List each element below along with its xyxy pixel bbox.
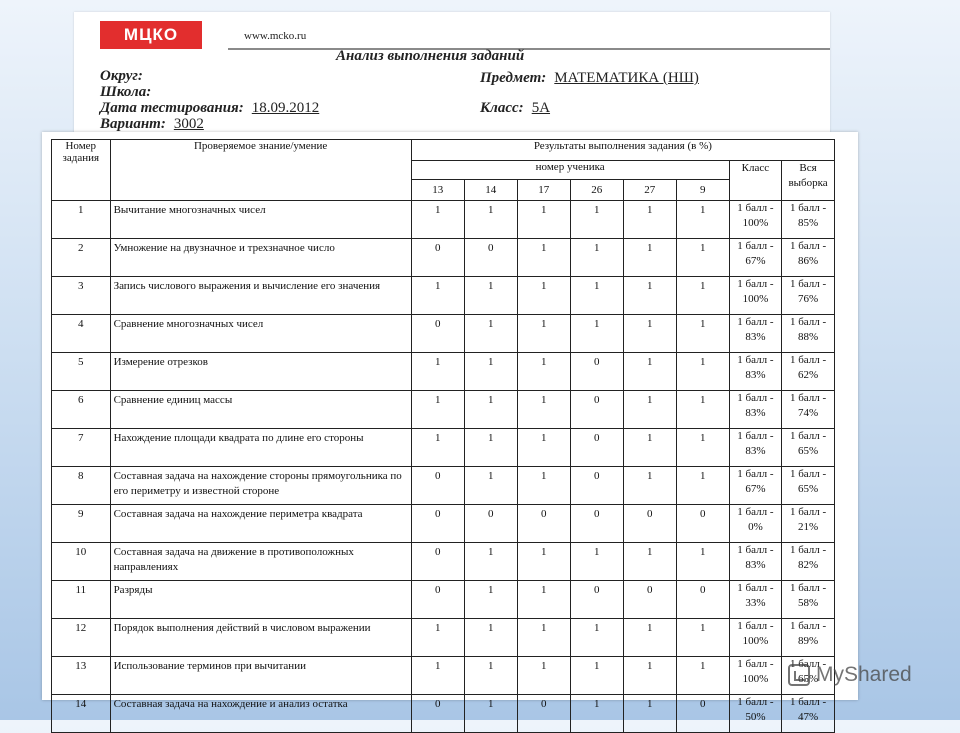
table-row (52, 315, 835, 353)
table-row (52, 467, 835, 505)
score-cell: 1 (676, 239, 729, 277)
score-cell: 1 (570, 239, 623, 277)
table-row (52, 543, 835, 581)
score-cell: 1 (570, 201, 623, 239)
task-number-cell: 12 (52, 619, 111, 657)
score-cell: 1 (464, 429, 517, 467)
header-task-number: Номер задания (52, 140, 111, 201)
document-header-sheet (74, 12, 830, 136)
score-cell: 1 (623, 353, 676, 391)
score-cell: 0 (411, 505, 464, 543)
score-cell: 1 (676, 429, 729, 467)
score-cell: 1 (623, 429, 676, 467)
score-cell: 1 (464, 581, 517, 619)
sample-percent-cell: 1 балл - 89% (782, 619, 835, 657)
score-cell: 1 (464, 619, 517, 657)
score-cell: 0 (570, 467, 623, 505)
sample-percent-cell: 1 балл - 47% (782, 695, 835, 733)
class-percent-cell: 1 балл - 67% (729, 467, 781, 505)
score-cell: 1 (517, 543, 570, 581)
table-row (52, 429, 835, 467)
sample-percent-cell: 1 балл - 74% (782, 391, 835, 429)
table-row (52, 505, 835, 543)
score-cell: 0 (517, 695, 570, 733)
skill-cell: Сравнение многозначных чисел (110, 315, 411, 353)
score-cell: 1 (623, 467, 676, 505)
score-cell: 0 (570, 505, 623, 543)
score-cell: 1 (411, 353, 464, 391)
date-value: 18.09.2012 (251, 100, 320, 116)
student-id-header: 9 (676, 180, 729, 201)
table-row (52, 353, 835, 391)
class-percent-cell: 1 балл - 100% (729, 619, 781, 657)
score-cell: 1 (411, 277, 464, 315)
meta-district (100, 68, 151, 85)
results-table (51, 139, 835, 733)
class-percent-cell: 1 балл - 83% (729, 543, 781, 581)
task-number-cell: 6 (52, 391, 111, 429)
score-cell: 1 (517, 201, 570, 239)
score-cell: 1 (464, 315, 517, 353)
sample-percent-cell: 1 балл - 58% (782, 581, 835, 619)
student-id-header: 13 (411, 180, 464, 201)
table-row (52, 619, 835, 657)
score-cell: 1 (623, 277, 676, 315)
skill-cell: Использование терминов при вычитании (110, 657, 411, 695)
score-cell: 1 (517, 391, 570, 429)
task-number-cell: 9 (52, 505, 111, 543)
sample-percent-cell: 1 балл - 88% (782, 315, 835, 353)
sample-percent-cell: 1 балл - 82% (782, 543, 835, 581)
score-cell: 1 (676, 657, 729, 695)
score-cell: 1 (517, 277, 570, 315)
score-cell: 1 (570, 619, 623, 657)
meta-date (100, 100, 319, 117)
header-results: Результаты выполнения задания (в %) (411, 140, 834, 161)
school-label: Школа: (100, 84, 152, 100)
score-cell: 1 (411, 201, 464, 239)
class-percent-cell: 1 балл - 83% (729, 429, 781, 467)
score-cell: 1 (623, 657, 676, 695)
skill-cell: Умножение на двузначное и трехзначное число (110, 239, 411, 277)
score-cell: 1 (623, 619, 676, 657)
class-percent-cell: 1 балл - 0% (729, 505, 781, 543)
score-cell: 0 (411, 695, 464, 733)
score-cell: 1 (623, 239, 676, 277)
class-percent-cell: 1 балл - 100% (729, 277, 781, 315)
score-cell: 1 (411, 429, 464, 467)
class-percent-cell: 1 балл - 50% (729, 695, 781, 733)
meta-class (480, 100, 550, 117)
date-label: Дата тестирования: (100, 100, 244, 116)
results-table-body (52, 201, 835, 733)
score-cell: 0 (570, 429, 623, 467)
score-cell: 0 (411, 543, 464, 581)
score-cell: 0 (517, 505, 570, 543)
table-row (52, 239, 835, 277)
class-percent-cell: 1 балл - 83% (729, 315, 781, 353)
score-cell: 0 (570, 581, 623, 619)
score-cell: 1 (676, 201, 729, 239)
score-cell: 1 (623, 315, 676, 353)
sample-percent-cell: 1 балл - 65% (782, 657, 835, 695)
score-cell: 1 (411, 657, 464, 695)
score-cell: 1 (517, 353, 570, 391)
skill-cell: Составная задача на нахождение стороны прямоугольника по его периметру и известной стороне (110, 467, 411, 505)
student-id-header: 17 (517, 180, 570, 201)
score-cell: 1 (676, 543, 729, 581)
class-label: Класс: (480, 100, 524, 116)
student-id-header: 27 (623, 180, 676, 201)
score-cell: 1 (464, 353, 517, 391)
class-value: 5А (531, 100, 551, 116)
task-number-cell: 3 (52, 277, 111, 315)
score-cell: 0 (570, 391, 623, 429)
task-number-cell: 10 (52, 543, 111, 581)
score-cell: 1 (623, 543, 676, 581)
score-cell: 1 (464, 391, 517, 429)
score-cell: 1 (676, 467, 729, 505)
score-cell: 1 (411, 619, 464, 657)
skill-cell: Измерение отрезков (110, 353, 411, 391)
skill-cell: Сравнение единиц массы (110, 391, 411, 429)
meta-school (100, 84, 159, 101)
class-percent-cell: 1 балл - 100% (729, 201, 781, 239)
score-cell: 1 (570, 315, 623, 353)
meta-variant (100, 116, 204, 133)
sample-percent-cell: 1 балл - 62% (782, 353, 835, 391)
sample-percent-cell: 1 балл - 86% (782, 239, 835, 277)
watermark-text: MyShared (816, 663, 912, 686)
myshared-logo-icon (788, 664, 810, 686)
skill-cell: Порядок выполнения действий в числовом выражении (110, 619, 411, 657)
task-number-cell: 13 (52, 657, 111, 695)
task-number-cell: 2 (52, 239, 111, 277)
meta-subject (480, 70, 699, 87)
score-cell: 0 (676, 695, 729, 733)
score-cell: 1 (464, 201, 517, 239)
skill-cell: Разряды (110, 581, 411, 619)
score-cell: 1 (676, 353, 729, 391)
score-cell: 1 (517, 619, 570, 657)
sample-percent-cell: 1 балл - 65% (782, 429, 835, 467)
score-cell: 1 (517, 429, 570, 467)
score-cell: 1 (676, 619, 729, 657)
district-label: Округ: (100, 68, 143, 84)
skill-cell: Запись числового выражения и вычисление его значения (110, 277, 411, 315)
score-cell: 1 (411, 391, 464, 429)
score-cell: 1 (623, 695, 676, 733)
score-cell: 0 (464, 239, 517, 277)
sample-percent-cell: 1 балл - 85% (782, 201, 835, 239)
score-cell: 0 (411, 581, 464, 619)
score-cell: 1 (464, 695, 517, 733)
sample-percent-cell: 1 балл - 65% (782, 467, 835, 505)
task-number-cell: 8 (52, 467, 111, 505)
score-cell: 0 (623, 505, 676, 543)
class-percent-cell: 1 балл - 83% (729, 391, 781, 429)
myshared-watermark (788, 660, 912, 690)
score-cell: 1 (517, 315, 570, 353)
score-cell: 1 (464, 543, 517, 581)
score-cell: 1 (517, 657, 570, 695)
class-percent-cell: 1 балл - 33% (729, 581, 781, 619)
skill-cell: Нахождение площади квадрата по длине его стороны (110, 429, 411, 467)
header-class: Класс (729, 161, 781, 201)
variant-label: Вариант: (100, 116, 166, 132)
score-cell: 1 (517, 467, 570, 505)
student-id-header: 14 (464, 180, 517, 201)
table-row (52, 277, 835, 315)
task-number-cell: 5 (52, 353, 111, 391)
skill-cell: Составная задача на нахождение и анализ остатка (110, 695, 411, 733)
score-cell: 0 (623, 581, 676, 619)
class-percent-cell: 1 балл - 83% (729, 353, 781, 391)
results-table-panel (42, 132, 858, 723)
class-percent-cell: 1 балл - 100% (729, 657, 781, 695)
score-cell: 1 (464, 657, 517, 695)
site-url: www.mcko.ru (244, 30, 307, 42)
score-cell: 0 (676, 581, 729, 619)
score-cell: 0 (411, 315, 464, 353)
score-cell: 1 (570, 657, 623, 695)
score-cell: 1 (570, 543, 623, 581)
skill-cell: Составная задача на нахождение периметра квадрата (110, 505, 411, 543)
sample-percent-cell: 1 балл - 21% (782, 505, 835, 543)
table-row (52, 201, 835, 239)
document-title: Анализ выполнения заданий (336, 48, 525, 64)
score-cell: 1 (676, 315, 729, 353)
task-number-cell: 1 (52, 201, 111, 239)
task-number-cell: 11 (52, 581, 111, 619)
score-cell: 0 (570, 353, 623, 391)
subject-value: МАТЕМАТИКА (НШ) (554, 70, 699, 86)
mcko-logo: МЦКО (100, 21, 202, 49)
task-number-cell: 4 (52, 315, 111, 353)
score-cell: 0 (411, 239, 464, 277)
skill-cell: Вычитание многозначных чисел (110, 201, 411, 239)
header-divider (228, 48, 830, 50)
header-student-number: номер ученика (411, 161, 729, 180)
score-cell: 1 (464, 277, 517, 315)
score-cell: 0 (411, 467, 464, 505)
score-cell: 1 (623, 391, 676, 429)
table-row (52, 695, 835, 733)
subject-label: Предмет: (480, 70, 547, 86)
class-percent-cell: 1 балл - 67% (729, 239, 781, 277)
student-id-header: 26 (570, 180, 623, 201)
task-number-cell: 14 (52, 695, 111, 733)
header-sample: Вся выборка (782, 161, 835, 201)
score-cell: 1 (464, 467, 517, 505)
variant-value: 3002 (173, 116, 204, 132)
score-cell: 0 (464, 505, 517, 543)
score-cell: 1 (517, 581, 570, 619)
task-number-cell: 7 (52, 429, 111, 467)
table-row (52, 391, 835, 429)
table-row (52, 581, 835, 619)
score-cell: 1 (676, 277, 729, 315)
score-cell: 1 (623, 201, 676, 239)
score-cell: 1 (517, 239, 570, 277)
table-row (52, 657, 835, 695)
skill-cell: Составная задача на движение в противоположных направлениях (110, 543, 411, 581)
sample-percent-cell: 1 балл - 76% (782, 277, 835, 315)
score-cell: 1 (570, 695, 623, 733)
header-skill: Проверяемое знание/умение (110, 140, 411, 201)
score-cell: 1 (570, 277, 623, 315)
score-cell: 1 (676, 391, 729, 429)
score-cell: 0 (676, 505, 729, 543)
